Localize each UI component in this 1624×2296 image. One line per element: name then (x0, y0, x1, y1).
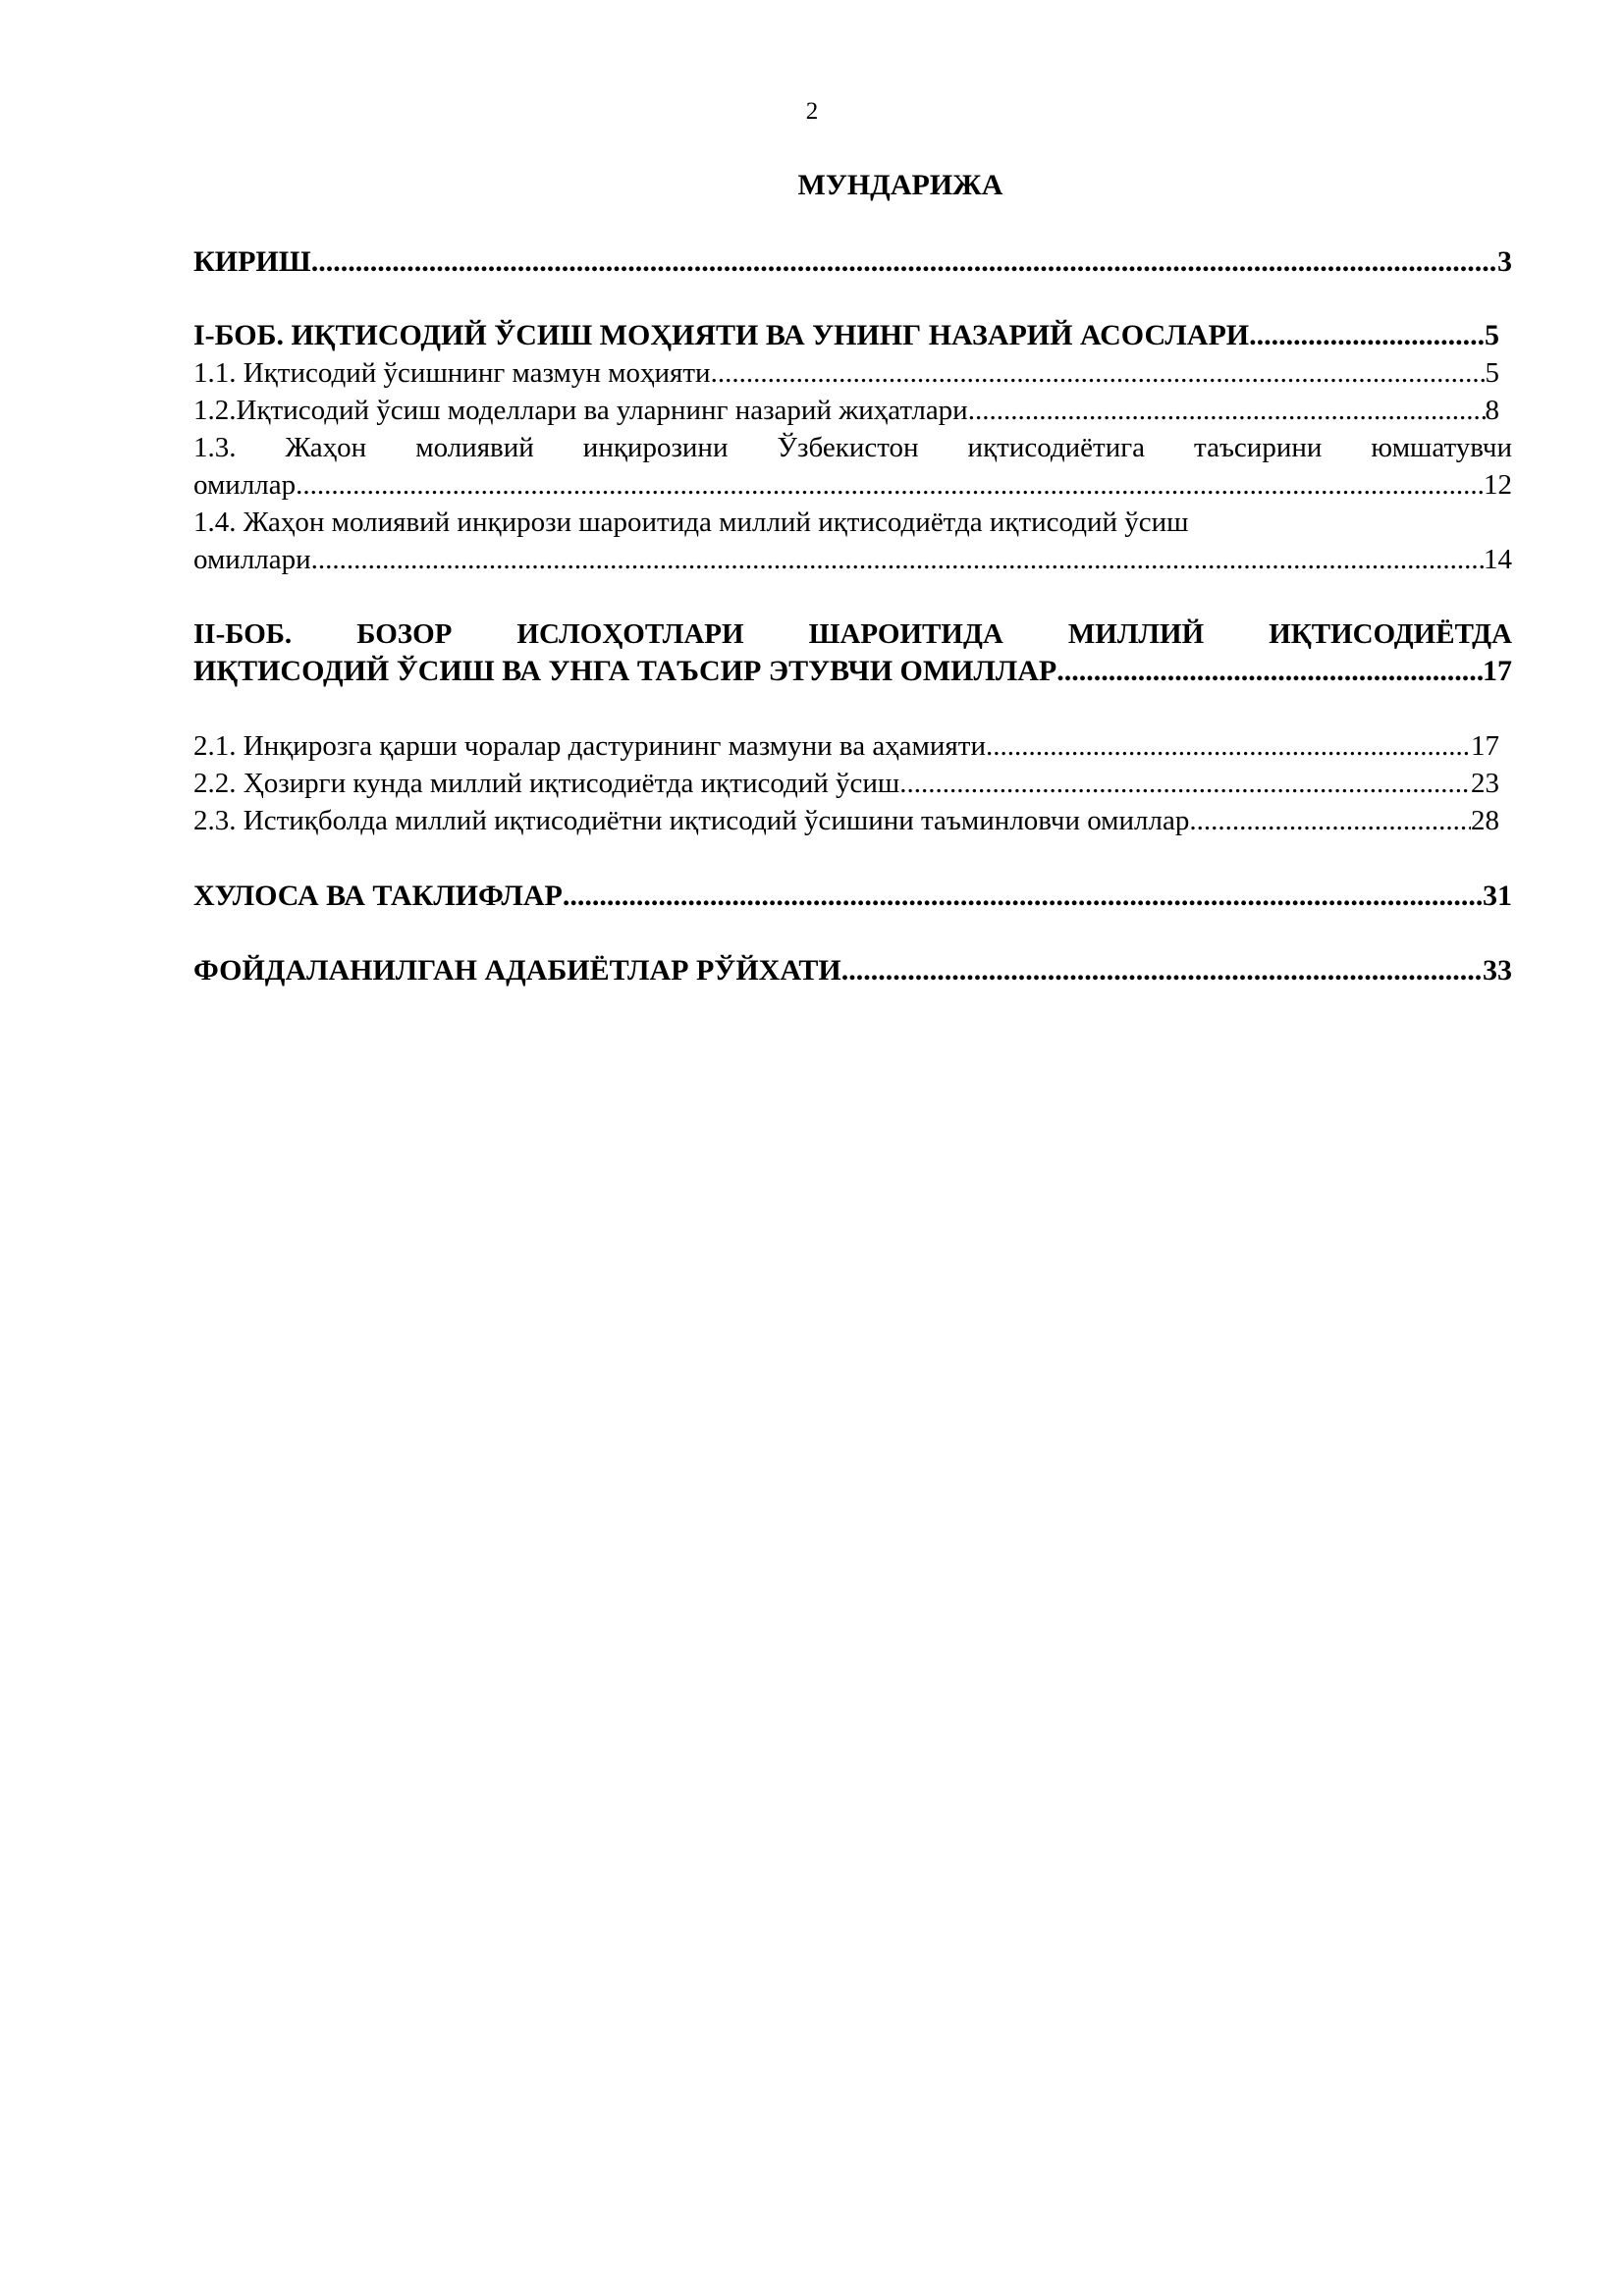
toc-leader-dots (311, 541, 1484, 578)
toc-entry-page: 31 (1483, 880, 1512, 912)
toc-entry-text: КИРИШ (193, 245, 311, 278)
toc-leader-dots (1056, 653, 1483, 690)
toc-entry-page: 12 (1484, 469, 1512, 501)
toc-entry-page: 28 (1471, 805, 1499, 836)
toc-leader-dots (711, 354, 1486, 392)
toc-leader-dots (986, 727, 1471, 765)
toc-entry-page: 23 (1471, 768, 1499, 799)
toc-title: МУНДАРИЖА (797, 169, 1003, 201)
toc-entry-chapter-1 (193, 317, 1499, 354)
toc-entry-page: 3 (1497, 245, 1512, 278)
toc-leader-dots (1189, 802, 1471, 839)
toc-leader-dots (311, 243, 1497, 281)
page-number: 2 (805, 98, 819, 125)
toc-entry-text: 2.2. Ҳозирги кунда миллий иқтисодиётда иқтисодий ўсиш (193, 768, 900, 799)
toc-leader-dots (841, 952, 1483, 989)
toc-entry-text: омиллар (193, 469, 297, 501)
toc-entry-section-1-3-line1: 1.3. Жаҳон молиявий инқирозини Ўзбекистон иқтисодиётига таъсирини юмшатувчи (193, 432, 1512, 463)
toc-entry-text: ХУЛОСА ВА ТАКЛИФЛАР (193, 880, 563, 912)
toc-entry-page: 8 (1485, 395, 1499, 426)
toc-entry-text: 2.1. Инқирозга қарши чоралар дастурининг мазмуни ва аҳамияти (193, 730, 986, 762)
toc-entry-text: омиллари (193, 544, 311, 575)
toc-entry-text: I-БОБ. ИҚТИСОДИЙ ЎСИШ МОҲИЯТИ ВА УНИНГ НАЗАРИЙ АСОСЛАРИ (193, 319, 1250, 351)
toc-entry-text: 1.2.Иқтисодий ўсиш моделлари ва уларнинг назарий жиҳатлари (193, 395, 968, 426)
toc-entry-section-1-2 (193, 392, 1499, 429)
toc-entry-intro (193, 243, 1512, 281)
toc-entry-text: ФОЙДАЛАНИЛГАН АДАБИЁТЛАР РЎЙХАТИ (193, 954, 841, 987)
toc-leader-dots (968, 392, 1486, 429)
toc-entry-section-1-4 (193, 541, 1512, 578)
toc-entry-conclusion (193, 878, 1512, 915)
toc-entry-page: 33 (1483, 954, 1512, 987)
toc-entry-chapter-2 (193, 653, 1512, 690)
toc-entry-section-2-1 (193, 727, 1499, 765)
toc-leader-dots (296, 466, 1484, 504)
toc-entry-section-2-2 (193, 765, 1499, 802)
toc-entry-text: 2.3. Истиқболда миллий иқтисодиётни иқтисодий ўсишини таъминловчи омиллар (193, 805, 1190, 836)
toc-entry-page: 14 (1484, 544, 1512, 575)
toc-entry-page: 17 (1483, 655, 1512, 687)
toc-entry-section-2-3 (193, 802, 1499, 839)
toc-leader-dots (899, 765, 1471, 802)
toc-entry-text: ИҚТИСОДИЙ ЎСИШ ВА УНГА ТАЪСИР ЭТУВЧИ ОМИЛЛАР (193, 655, 1057, 687)
toc-entry-page: 5 (1485, 357, 1499, 389)
toc-leader-dots (563, 878, 1483, 915)
toc-entry-chapter-2-line1: II-БОБ. БОЗОР ИСЛОҲОТЛАРИ ШАРОИТИДА МИЛЛИЙ ИҚТИСОДИЁТДА (193, 618, 1512, 650)
toc-entry-page: 5 (1485, 319, 1499, 351)
toc-entry-section-1-3 (193, 466, 1512, 504)
toc-leader-dots (1249, 317, 1485, 354)
toc-entry-section-1-1 (193, 354, 1499, 392)
toc-entry-section-1-4-line1: 1.4. Жаҳон молиявий инқирози шароитида миллий иқтисодиётда иқтисодий ўсиш (193, 507, 1189, 538)
toc-entry-text: 1.1. Иқтисодий ўсишнинг мазмун моҳияти (193, 357, 711, 389)
toc-entry-references (193, 952, 1512, 989)
toc-entry-page: 17 (1471, 730, 1499, 762)
